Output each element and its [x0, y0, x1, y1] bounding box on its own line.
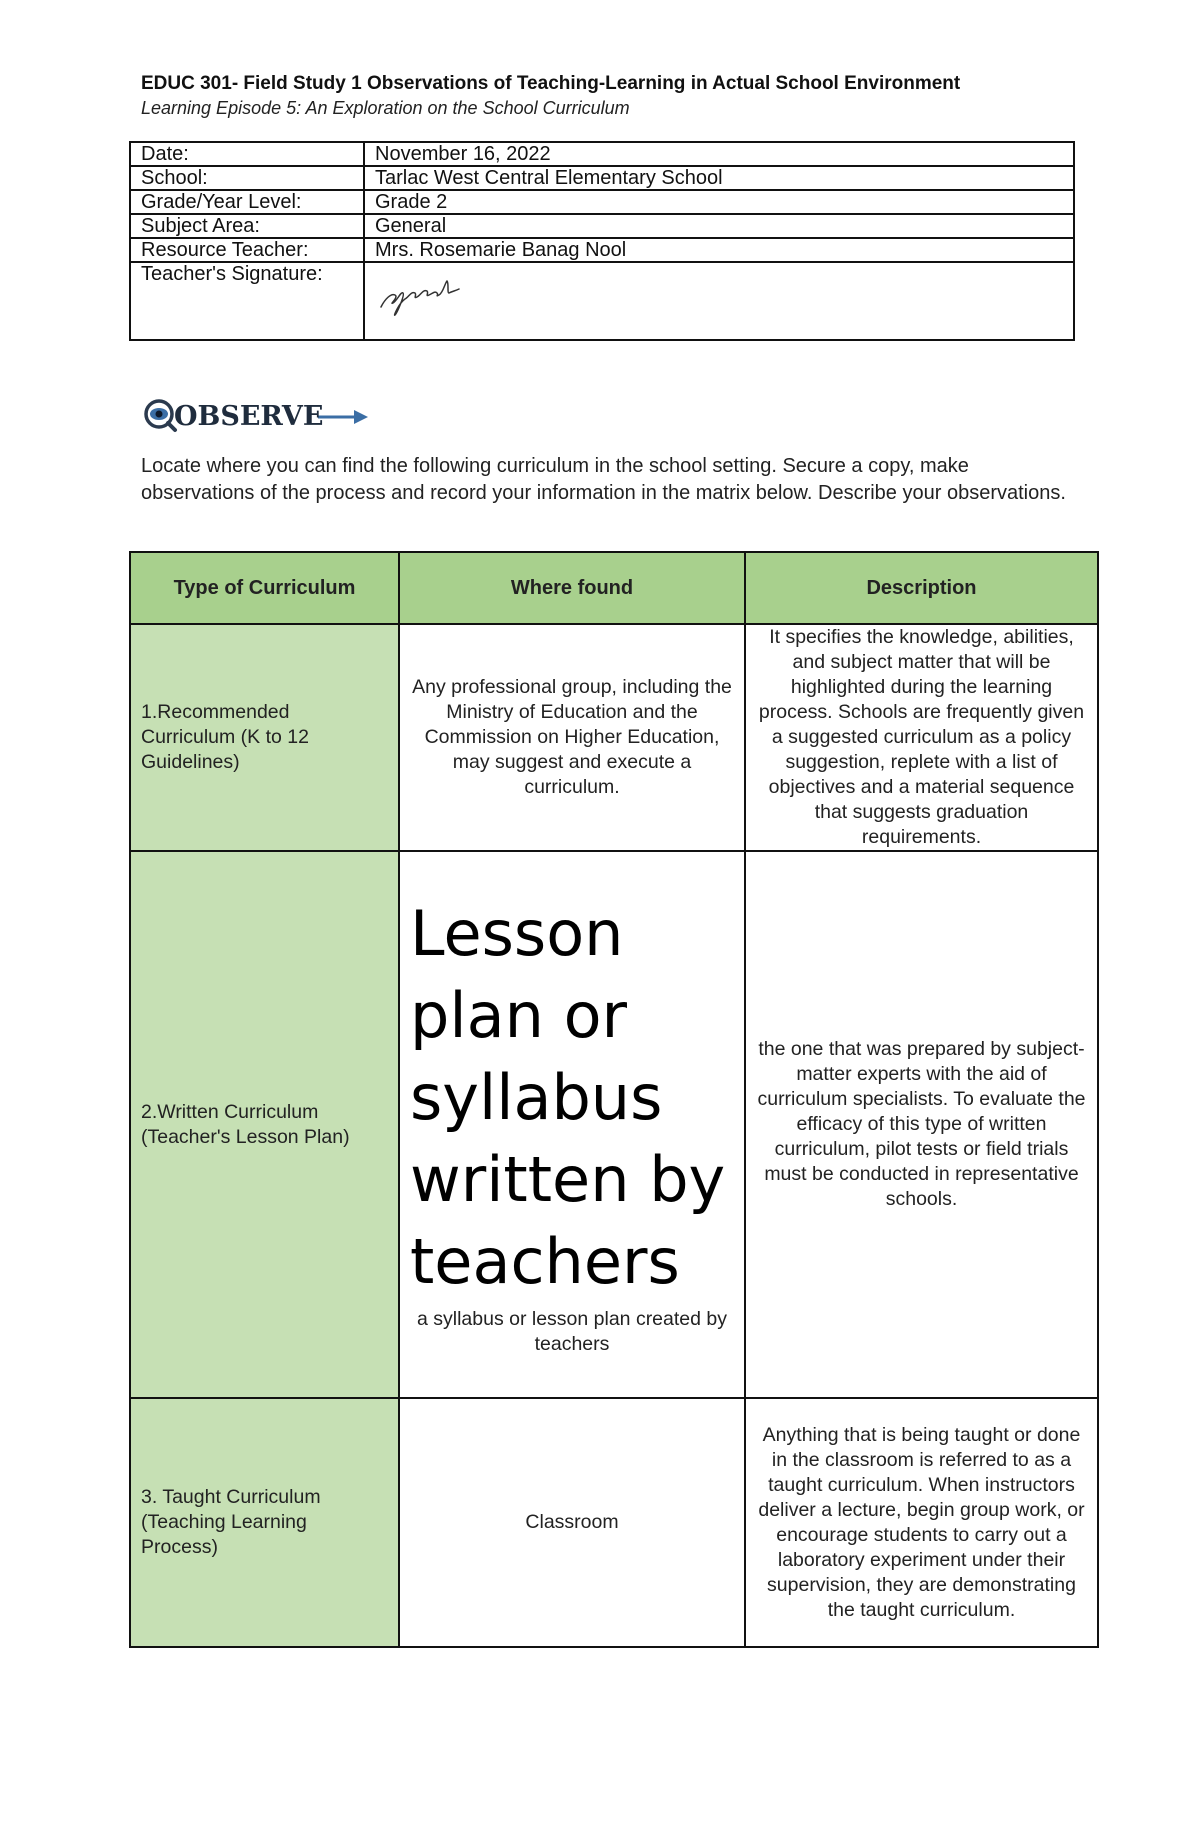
table-row: [130, 624, 1098, 851]
description-cell: It specifies the knowledge, abilities, and subject matter that will be highlighted during the learning process. Schools are frequently given a suggested curriculum as a policy suggestion, replete with a list of objectives and a material sequence that suggests graduation requirements.: [745, 624, 1098, 851]
where-found-cell: Classroom: [399, 1398, 745, 1647]
where-found-large-text: Lesson plan or syllabus written by teachers: [410, 896, 726, 1298]
description-cell: the one that was prepared by subject-matter experts with the aid of curriculum specialists. To evaluate the efficacy of this type of written curriculum, pilot tests or field trials must be conducted in representative schools.: [745, 851, 1098, 1398]
info-table: [129, 141, 1075, 341]
grade-label: Grade/Year Level:: [130, 190, 364, 214]
document-subtitle: Learning Episode 5: An Exploration on the School Curriculum: [141, 98, 630, 118]
observe-logo-text: OBSERVE: [174, 401, 324, 432]
observe-logo: [140, 395, 370, 440]
table-header-row: [130, 552, 1098, 624]
type-cell: 1.Recommended Curriculum (K to 12 Guidelines): [130, 624, 399, 851]
info-row-grade: [130, 190, 1074, 214]
school-value: Tarlac West Central Elementary School: [364, 166, 1074, 190]
type-cell: 3. Taught Curriculum (Teaching Learning Process): [130, 1398, 399, 1647]
signature-cell: [364, 262, 1074, 340]
header-where-found: Where found: [399, 552, 745, 624]
info-row-signature: [130, 262, 1074, 340]
description-cell: Anything that is being taught or done in the classroom is referred to as a taught curriculum. When instructors deliver a lecture, begin group work, or encourage students to carry out a laboratory experiment under their supervision, they are demonstrating the taught curriculum.: [745, 1398, 1098, 1647]
curriculum-matrix-table: [129, 551, 1099, 1648]
table-row: [130, 1398, 1098, 1647]
document-header: [141, 72, 1101, 120]
info-row-date: [130, 142, 1074, 166]
info-row-teacher: [130, 238, 1074, 262]
observe-logo-graphic: [140, 395, 370, 435]
instructions-text: Locate where you can find the following curriculum in the school setting. Secure a copy, make observations of the process and record your information in the matrix below. Describe your observations.: [141, 455, 1066, 504]
signature-label: Teacher's Signature:: [130, 262, 364, 340]
info-row-school: [130, 166, 1074, 190]
subject-label: Subject Area:: [130, 214, 364, 238]
teacher-value: Mrs. Rosemarie Banag Nool: [364, 238, 1074, 262]
subject-value: General: [364, 214, 1074, 238]
where-found-cell: [399, 851, 745, 1398]
where-found-cell: Any professional group, including the Ministry of Education and the Commission on Higher Education, may suggest and execute a curriculum.: [399, 624, 745, 851]
grade-value: Grade 2: [364, 190, 1074, 214]
table-row: [130, 851, 1098, 1398]
teacher-label: Resource Teacher:: [130, 238, 364, 262]
date-value: November 16, 2022: [364, 142, 1074, 166]
signature-image: [375, 269, 465, 319]
where-found-small-text: a syllabus or lesson plan created by teachers: [416, 1307, 727, 1355]
document-title: EDUC 301- Field Study 1 Observations of Teaching-Learning in Actual School Environment: [141, 73, 961, 94]
school-label: School:: [130, 166, 364, 190]
info-row-subject: [130, 214, 1074, 238]
date-label: Date:: [130, 142, 364, 166]
header-description: Description: [745, 552, 1098, 624]
type-cell: 2.Written Curriculum (Teacher's Lesson Plan): [130, 851, 399, 1398]
header-type-of-curriculum: Type of Curriculum: [130, 552, 399, 624]
